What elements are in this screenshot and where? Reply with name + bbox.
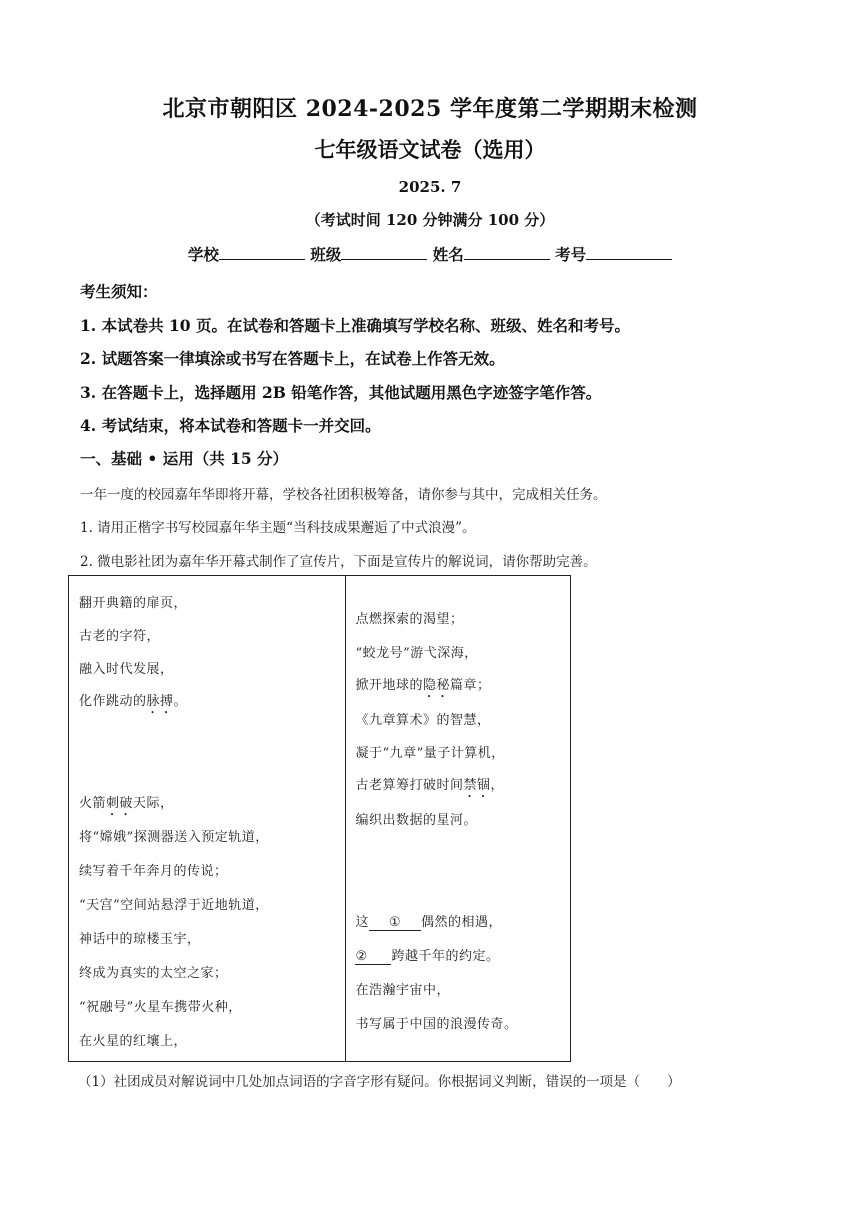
poem-line: 融入时代发展， xyxy=(79,662,174,677)
poem-line: 将“嫦娥”探测器送入预定轨道， xyxy=(79,830,269,845)
field-name-blank[interactable] xyxy=(464,245,550,260)
field-id-label: 考号 xyxy=(555,245,587,264)
field-school-blank[interactable] xyxy=(219,245,305,260)
question-2-sub1: （1）社团成员对解说词中几处加点词语的字音字形有疑问。你根据词义判断，错误的一项是（ ） xyxy=(78,1074,681,1090)
poem-line: 《九章算术》的智慧， xyxy=(355,713,491,728)
student-info-fields xyxy=(0,243,860,265)
poem-line: 凝于“九章”量子计算机， xyxy=(355,746,505,761)
exam-date: 2025. 7 xyxy=(398,178,462,196)
dotted-word: 隐秘 xyxy=(422,678,450,693)
question-1: 1. 请用正楷字书写校园嘉年华主题“当科技成果邂逅了中式浪漫”。 xyxy=(80,520,476,536)
poem-line: “天宫”空间站悬浮于近地轨道， xyxy=(79,898,269,913)
poem-line: 翻开典籍的扉页， xyxy=(79,596,188,611)
poem-line: 点燃探索的渴望； xyxy=(355,612,464,627)
poem-line: “祝融号”火星车携带火种， xyxy=(79,1000,242,1015)
poem-line: 火箭刺破天际， xyxy=(79,796,174,811)
poem-line: 书写属于中国的浪漫传奇。 xyxy=(355,1017,518,1032)
narration-right-column xyxy=(346,576,571,1062)
poem-line: 古老的字符， xyxy=(79,629,161,644)
dotted-word: 脉搏 xyxy=(146,694,174,709)
poem-line: “蛟龙号”游弋深海， xyxy=(355,646,478,661)
blank-2[interactable]: ② xyxy=(355,949,391,965)
exam-time-info: （考试时间 120 分钟满分 100 分） xyxy=(305,211,555,229)
poem-line: 编织出数据的星河。 xyxy=(355,813,477,828)
poem-line: 掀开地球的隐秘篇章； xyxy=(355,678,491,693)
field-class-label: 班级 xyxy=(310,245,342,264)
exam-subtitle: 七年级语文试卷（选用） xyxy=(314,137,546,162)
narration-table xyxy=(68,575,571,1062)
poem-line: 这 ① 偶然的相遇， xyxy=(355,915,502,930)
notice-item: 2. 试题答案一律填涂或书写在答题卡上，在试卷上作答无效。 xyxy=(80,349,505,368)
poem-line: 古老算筹打破时间禁锢， xyxy=(355,778,504,793)
question-2: 2. 微电影社团为嘉年华开幕式制作了宣传片，下面是宣传片的解说词，请你帮助完善。 xyxy=(80,554,597,570)
field-class-blank[interactable] xyxy=(341,245,427,260)
section-intro: 一年一度的校园嘉年华即将开幕，学校各社团积极筹备，请你参与其中，完成相关任务。 xyxy=(80,487,607,503)
poem-line: 在火星的红壤上， xyxy=(79,1034,188,1049)
notice-item: 4. 考试结束，将本试卷和答题卡一并交回。 xyxy=(80,416,381,435)
section-heading: 一、基础 • 运用（共 15 分） xyxy=(80,449,289,468)
field-id-blank[interactable] xyxy=(586,245,672,260)
blank-1[interactable]: ① xyxy=(369,915,421,931)
poem-line: 续写着千年奔月的传说； xyxy=(79,864,228,879)
field-school-label: 学校 xyxy=(187,245,219,264)
field-name-label: 姓名 xyxy=(432,245,464,264)
poem-line: 终成为真实的太空之家； xyxy=(79,966,228,981)
dotted-word: 刺破 xyxy=(106,796,134,811)
dotted-word: 禁锢 xyxy=(463,778,491,793)
poem-line: 化作跳动的脉搏。 xyxy=(79,694,188,709)
notice-item: 3. 在答题卡上，选择题用 2B 铅笔作答，其他试题用黑色字迹签字笔作答。 xyxy=(80,383,602,402)
poem-line: 在浩瀚宇宙中， xyxy=(355,983,450,998)
notice-item: 1. 本试卷共 10 页。在试卷和答题卡上准确填写学校名称、班级、姓名和考号。 xyxy=(80,316,630,335)
notice-heading: 考生须知： xyxy=(80,282,158,301)
poem-line: ② 跨越千年的约定。 xyxy=(355,949,500,964)
narration-left-column xyxy=(69,576,346,1062)
poem-line: 神话中的琼楼玉宇， xyxy=(79,932,201,947)
exam-title: 北京市朝阳区 2024-2025 学年度第二学期期末检测 xyxy=(162,96,698,122)
